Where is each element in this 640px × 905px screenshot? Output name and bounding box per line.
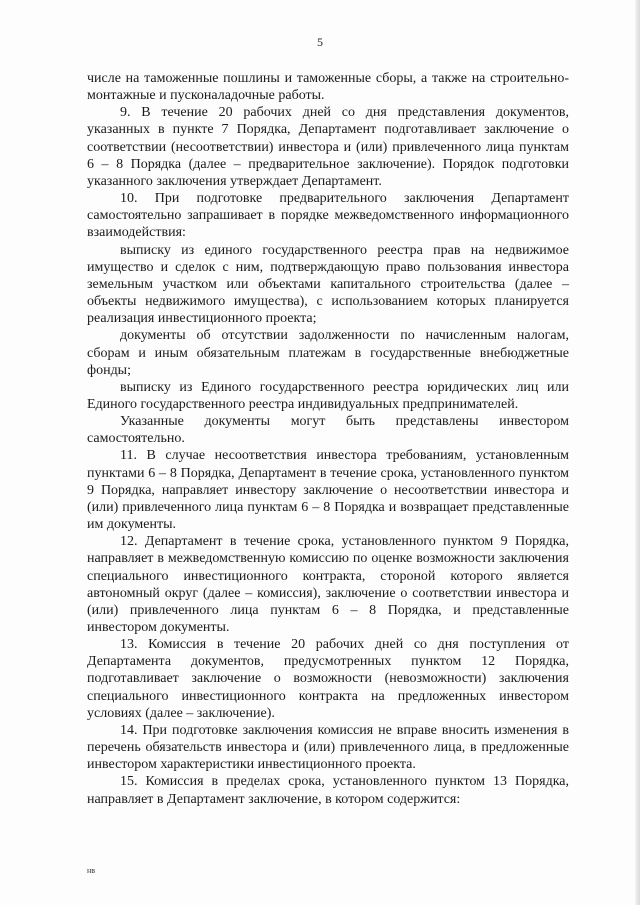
paragraph-item-11: 11. В случае несоответствия инвестора требованиям, установленным пунктами 6 – 8 Порядка, Департамент в течение срока, установленного пунктом 9 Порядка, направляет инвестору заключение о несоответствии инвестора и (или) привлеченного лица пунктам 6 – 8 Порядка и возвращает представленные им документы. <box>87 448 569 533</box>
paragraph-continuation: числе на таможенные пошлины и таможенные сборы, а также на строительно-монтажные и пусконаладочные работы. <box>87 71 569 104</box>
body-text <box>87 70 569 808</box>
paragraph-subitem-legal-entities-extract: выписку из Единого государственного реестра юридических лиц или Единого государственного реестра индивидуальных предпринимателей. <box>87 379 569 412</box>
paragraph-documents-note: Указанные документы могут быть представлены инвестором самостоятельно. <box>87 414 569 447</box>
paragraph-subitem-tax-documents: документы об отсутствии задолженности по начисленным налогам, сборам и иным обязательным платежам в государственные внебюджетные фонды; <box>87 328 569 378</box>
paragraph-subitem-registry-extract: выписку из единого государственного реестра прав на недвижимое имущество и сделок с ним, подтверждающую право пользования инвестора земельным участком или объектами капитального строительства (далее – объекты недвижимого имущества), с использованием которых планируется реализация инвестиционного проекта; <box>87 242 569 327</box>
paragraph-item-15: 15. Комиссия в пределах срока, установленного пунктом 13 Порядка, направляет в Департамент заключение, в котором содержится: <box>87 774 569 807</box>
paragraph-item-14: 14. При подготовке заключения комиссия не вправе вносить изменения в перечень обязательств инвестора и (или) привлеченного лица, в предложенные инвестором характеристики инвестиционного проекта. <box>87 722 569 773</box>
footer-mark: нв <box>87 866 96 875</box>
paragraph-item-10: 10. При подготовке предварительного заключения Департамент самостоятельно запрашивает в порядке межведомственного информационного взаимодействия: <box>87 191 569 241</box>
page-edge <box>635 0 640 905</box>
paragraph-item-12: 12. Департамент в течение срока, установленного пунктом 9 Порядка, направляет в межведомственную комиссию по оценке возможности заключения специального инвестиционного контракта, стороной которого является автономный округ (далее – комиссия), заключение о соответствии инвестора и (или) привлеченного лица пунктам 6 – 8 Порядка, и представленные инвестором документы. <box>87 534 569 635</box>
paragraph-item-9: 9. В течение 20 рабочих дней со дня представления документов, указанных в пункте 7 Порядка, Департамент подготавливает заключение о соответствии (несоответствии) инвестора и (или) привлеченного лица пунктам 6 – 8 Порядка (далее – предварительное заключение). Порядок подготовки указанного заключения утверждает Департамент. <box>87 105 569 189</box>
paragraph-item-13: 13. Комиссия в течение 20 рабочих дней со дня поступления от Департамента документов, предусмотренных пунктом 12 Порядка, подготавливает заключение о возможности (невозможности) заключения специального инвестиционного контракта на предложенных инвестором условиях (далее – заключение). <box>87 637 569 721</box>
page-number: 5 <box>317 35 323 49</box>
